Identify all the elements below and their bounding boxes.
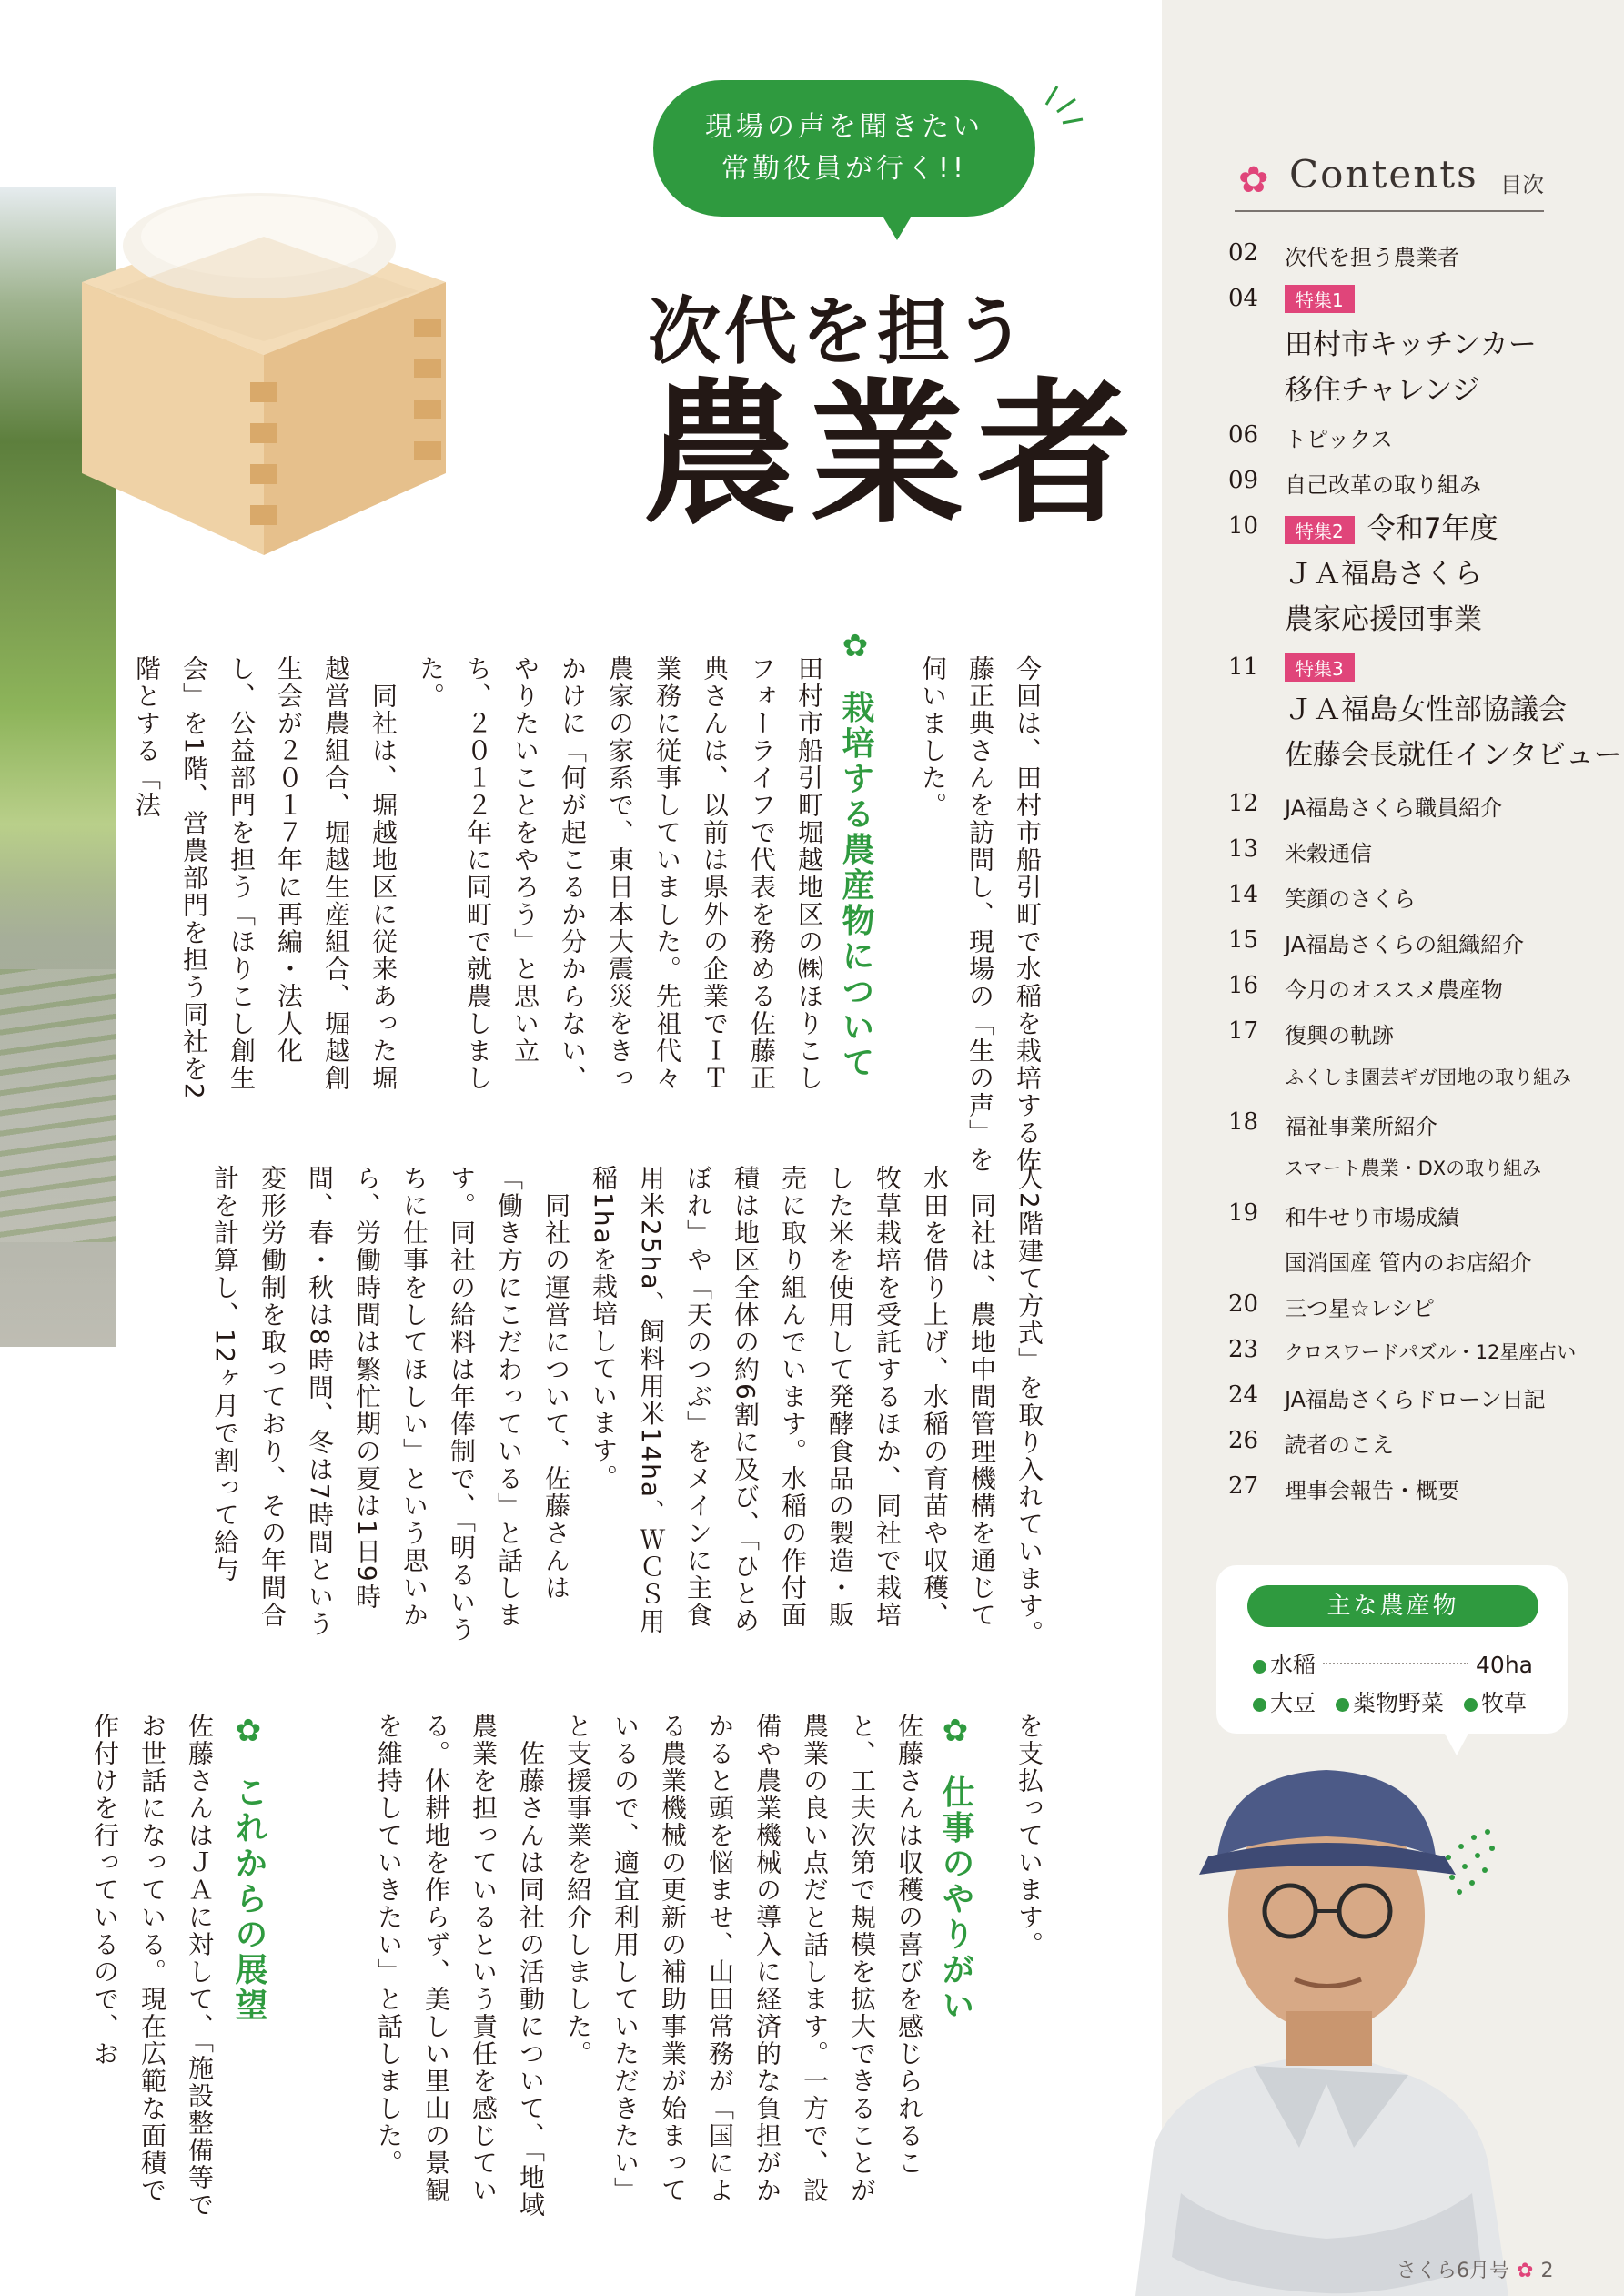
- toc-title: 今月のオススメ農産物: [1285, 977, 1503, 1003]
- toc-title: 三つ星☆レシピ: [1285, 1296, 1435, 1321]
- toc-title: ＪＡ福島女性部協議会: [1285, 693, 1567, 726]
- toc-item[interactable]: [1228, 874, 1610, 919]
- flower-icon: ✿: [1238, 159, 1269, 201]
- toc-title: ＪＡ福島さくら: [1285, 558, 1482, 591]
- toc-title: 次代を担う農業者: [1285, 245, 1459, 270]
- farmer-portrait-photo: [1117, 1720, 1518, 2296]
- flower-icon: ✿: [1517, 2260, 1534, 2282]
- toc-item[interactable]: [1228, 1101, 1610, 1192]
- section3-title: これからの展望: [230, 1775, 267, 2024]
- headline-line-1: 次代を担う: [648, 289, 1030, 374]
- toc-item[interactable]: [1228, 278, 1610, 414]
- toc-item[interactable]: [1228, 646, 1622, 783]
- toc-item[interactable]: [1228, 919, 1610, 965]
- toc-page: 09: [1228, 467, 1259, 494]
- product-name: 薬物野菜: [1352, 1690, 1444, 1716]
- toc-item[interactable]: [1228, 1465, 1610, 1511]
- toc-title: 令和7年度: [1367, 512, 1498, 545]
- article-section1-a: 田村市船引町堀越地区の㈱ほりこしフォーライフで代表を務める佐藤正典さんは、以前は県外の企業でＩＴ業務に従事していました。先祖代々農家の家系で、東日本大震災をきっかけに「何が起こるか分からない、やりたいことをやろう」と思い立ち、２０１２年に同町で就農しました。 同社は、堀越地区に従来あった堀越営農組合、堀越生産組合、堀越創生会が２０１７年に再編・法人化し、公益部門を担う「ほりこし創生会」を1階、営農部門を担う同社を2階とする「法: [132, 655, 824, 1101]
- toc-page: 18: [1228, 1108, 1259, 1136]
- toc-item[interactable]: [1228, 460, 1610, 505]
- main-products-box: [1216, 1565, 1568, 1734]
- toc-page: 17: [1228, 1017, 1259, 1045]
- section1-title: 栽培する農産物について: [837, 690, 874, 1081]
- rice-masu-box-image: [73, 109, 455, 564]
- toc-item[interactable]: [1228, 414, 1610, 460]
- section2-heading: [933, 1713, 979, 2131]
- toc-page: 24: [1228, 1381, 1259, 1409]
- toc-page: 19: [1228, 1199, 1259, 1227]
- toc-title: 理事会報告・概要: [1285, 1478, 1459, 1503]
- toc-item[interactable]: [1228, 1420, 1610, 1465]
- toc-badge-wrap: [1285, 505, 1498, 546]
- section1-heading: [832, 628, 879, 1081]
- toc-title: トピックス: [1285, 427, 1393, 452]
- toc-subtitle: スマート農業・DXの取り組み: [1285, 1158, 1542, 1179]
- section2-title: 仕事のやりがい: [937, 1775, 974, 2024]
- article-section2: 佐藤さんは収穫の喜びを感じられること、工夫次第で規模を拡大できることが農業の良い点だと話します。一方で、設備や農業機械の導入に経済的な負担がかかると頭を悩ませ、山田常務が「国による農業機械の更新の補助事業が始まっているので、適宜利用していただきたい」と支援事業を紹介しました。 佐藤さんは同社の活動について、「地域農業を担っているという責任を感じている。休耕地を作らず、美しい里山の景観を維持していきたい」と話しました。: [374, 1713, 924, 2219]
- toc-title: 和牛せり市場成績: [1285, 1205, 1459, 1230]
- issue-label: さくら6月号: [1397, 2260, 1509, 2282]
- bubble-line-1: 現場の声を聞きたい: [705, 111, 983, 143]
- dots-decoration-icon: [1437, 1825, 1501, 1897]
- toc-item[interactable]: [1228, 1010, 1610, 1101]
- toc-item[interactable]: [1228, 1329, 1610, 1374]
- bubble-line-2: 常勤役員が行く!!: [721, 153, 968, 185]
- bullet-dot-icon: [1253, 1660, 1266, 1674]
- page-number: 2: [1540, 2260, 1554, 2282]
- toc-title: 福祉事業所紹介: [1285, 1114, 1437, 1139]
- toc-page: 15: [1228, 926, 1259, 954]
- feature-badge: 特集3: [1285, 653, 1355, 682]
- contents-header: [1235, 150, 1544, 212]
- products-row-2: [1253, 1685, 1527, 1718]
- toc-page: 26: [1228, 1427, 1259, 1454]
- toc-page: 23: [1228, 1336, 1259, 1363]
- feature-badge: 特集2: [1285, 516, 1355, 544]
- toc-page: 06: [1228, 421, 1259, 449]
- toc-item[interactable]: [1228, 828, 1610, 874]
- toc-title: 農家応援団事業: [1285, 603, 1482, 636]
- toc-subtitle: 国消国産 管内のお店紹介: [1285, 1250, 1532, 1276]
- toc-page: 10: [1228, 512, 1259, 540]
- toc-title: 移住チャレンジ: [1285, 374, 1480, 407]
- toc-title: JA福島さくら職員紹介: [1285, 795, 1503, 821]
- bullet-dot-icon: [1253, 1698, 1266, 1712]
- article-section1-c: を支払っています。: [1014, 1713, 1044, 1958]
- toc-title: 読者のこえ: [1285, 1432, 1394, 1458]
- toc-title: JA福島さくらドローン日記: [1285, 1387, 1546, 1412]
- products-row-1: [1253, 1647, 1533, 1680]
- article-section3: 佐藤さんはＪＡに対して、「施設整備等でお世話になっている。現在広範な面積で作付けを行っているので、お: [90, 1713, 215, 2219]
- spark-lines-icon: [1037, 77, 1092, 132]
- contents-title: Contents: [1289, 152, 1478, 197]
- toc-page: 02: [1228, 239, 1259, 267]
- bullet-dot-icon: [1336, 1698, 1349, 1712]
- toc-title: 米穀通信: [1285, 841, 1372, 866]
- flower-icon: ✿: [837, 628, 873, 667]
- toc-subtitle: ふくしま園芸ギガ団地の取り組み: [1285, 1067, 1571, 1088]
- toc-title: 復興の軌跡: [1285, 1023, 1394, 1048]
- product-name: 牧草: [1480, 1690, 1527, 1716]
- toc-item[interactable]: [1228, 1192, 1610, 1283]
- toc-title: 自己改革の取り組み: [1285, 472, 1481, 498]
- toc-item[interactable]: [1228, 965, 1610, 1010]
- toc-page: 20: [1228, 1290, 1259, 1318]
- toc-title: 田村市キッチンカー: [1285, 329, 1537, 361]
- toc-page: 11: [1228, 653, 1259, 681]
- toc-page: 16: [1228, 972, 1259, 999]
- page-footer: [1397, 2255, 1579, 2283]
- contents-subtitle: 目次: [1500, 172, 1544, 197]
- toc-title: 笑顔のさくら: [1285, 886, 1416, 912]
- toc-badge-wrap: [1285, 285, 1367, 313]
- article-intro: 今回は、田村市船引町で水稲を栽培する佐藤正典さんを訪問し、現場の「生の声」を伺いました。: [918, 655, 1043, 1174]
- product-area: 40ha: [1476, 1652, 1533, 1678]
- product-name: 大豆: [1270, 1690, 1316, 1716]
- dotted-leader: [1323, 1663, 1468, 1664]
- toc-title: クロスワードパズル・12星座占い: [1285, 1341, 1577, 1363]
- section3-heading: [226, 1713, 272, 2095]
- feature-badge: 特集1: [1285, 285, 1355, 313]
- toc-page: 13: [1228, 835, 1259, 863]
- bullet-dot-icon: [1464, 1698, 1478, 1712]
- speech-bubble: [653, 80, 1035, 217]
- article-section1-b: 人2階建て方式」を取り入れています。 同社は、農地中間管理機構を通じて水田を借り上げ、水稲の育苗や収穫、牧草栽培を受託するほか、同社で栽培した米を使用して発酵食品の製造・販売に取り組んでいます。水稲の作付面積は地区全体の約6割に及び、「ひとめぼれ」や「天のつぶ」をメインに主食用米25ha、飼料用米14ha、ＷＣＳ用稲1haを栽培しています。 同社の運営について、佐藤さんは「働き方にこだわっている」と話します。同社の給料は年俸制で、「明るいうちに仕事をしてほしい」という思いから、労働時間は繁忙期の夏は1日9時間、春・秋は8時間、冬は7時間という変形労働制を取っており、その年間合計を計算し、12ヶ月で割って給与: [210, 1165, 1044, 1647]
- table-of-contents: [1228, 232, 1622, 1511]
- toc-page: 04: [1228, 285, 1259, 312]
- toc-page: 12: [1228, 790, 1259, 817]
- products-title: 主な農産物: [1247, 1585, 1538, 1627]
- toc-badge-wrap: [1285, 653, 1367, 682]
- headline-line-2: 農業者: [642, 365, 1145, 545]
- toc-item[interactable]: [1228, 783, 1610, 828]
- toc-item[interactable]: [1228, 505, 1610, 646]
- toc-page: 14: [1228, 881, 1259, 908]
- toc-page: 27: [1228, 1472, 1259, 1500]
- toc-item[interactable]: [1228, 232, 1610, 278]
- toc-title: 佐藤会長就任インタビュー: [1285, 739, 1622, 772]
- toc-item[interactable]: [1228, 1374, 1610, 1420]
- toc-title: JA福島さくらの組織紹介: [1285, 932, 1525, 957]
- product-name: 水稲: [1270, 1652, 1316, 1678]
- flower-icon: ✿: [230, 1713, 267, 1752]
- flower-icon: ✿: [937, 1713, 973, 1752]
- toc-item[interactable]: [1228, 1283, 1610, 1329]
